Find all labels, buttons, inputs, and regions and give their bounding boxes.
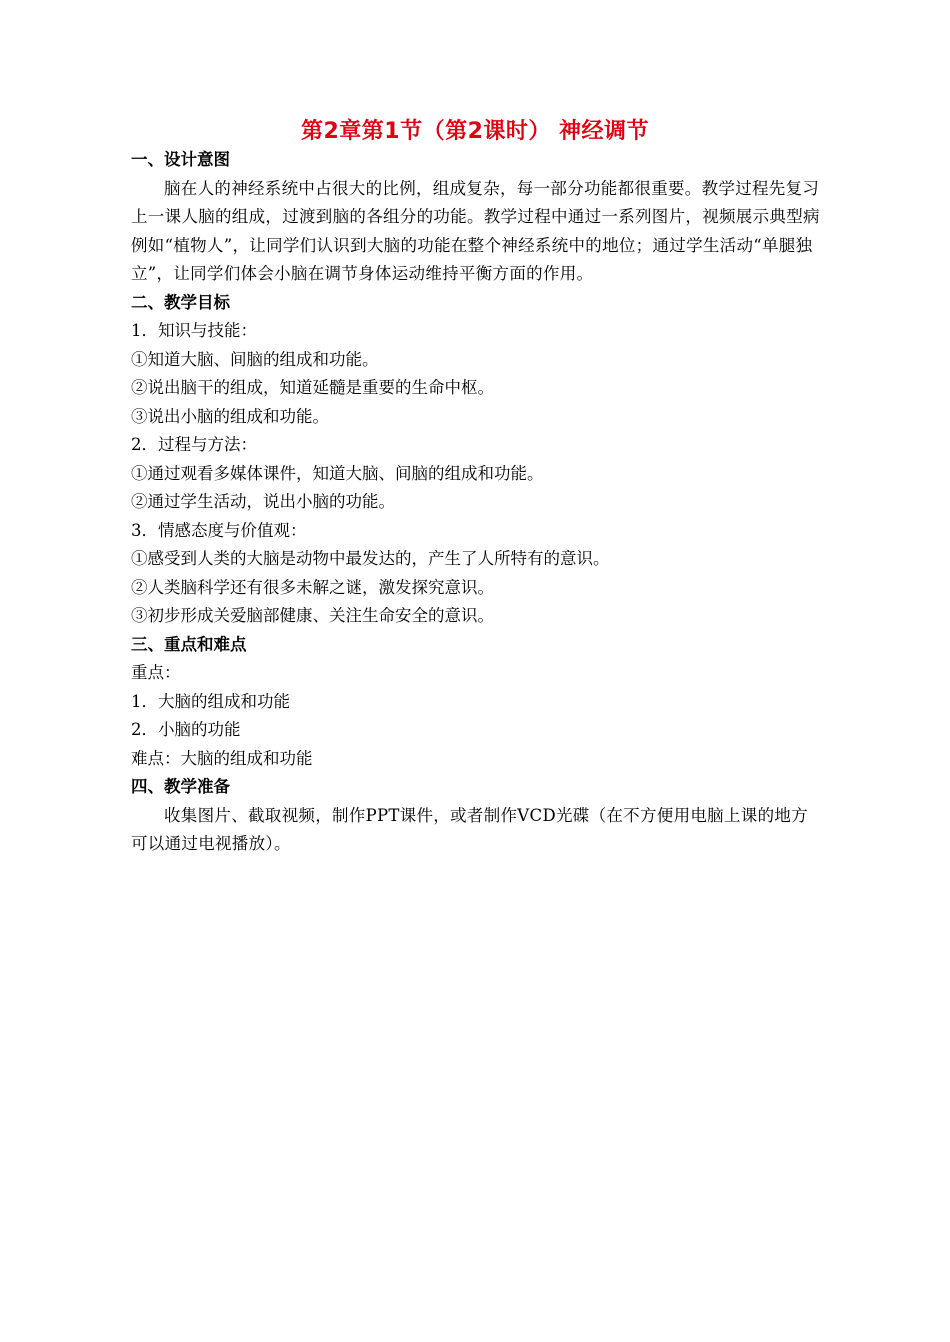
objective-line: ③说出小脑的组成和功能。 [131,406,329,426]
objective-line: 2．过程与方法： [131,435,257,454]
document-body [131,146,821,859]
key-point-line: 难点：大脑的组成和功能 [131,748,313,768]
objective-line: ③初步形成关爱脑部健康、关注生命安全的意识。 [131,606,494,625]
key-point-line: 1．大脑的组成和功能 [131,691,290,711]
key-point-line: 2．小脑的功能 [131,720,241,739]
design-intent-paragraph: 脑在人的神经系统中占很大的比例，组成复杂，每一部分功能都很重要。教学过程先复习上一课人脑的组成，过渡到脑的各组分的功能。教学过程中通过一系列图片，视频展示典型病例如“植物人”，让同学们认识到大脑的功能在整个神经系统中的地位；通过学生活动“单腿独立”，让同学们体会小脑在调节身体运动维持平衡方面的作用。 [131,178,820,283]
objective-line: ①通过观看多媒体课件，知道大脑、间脑的组成和功能。 [131,463,544,483]
section-heading-key-points: 三、重点和难点 [131,634,247,654]
section-heading-preparation: 四、教学准备 [131,777,230,796]
key-point-line: 重点： [131,663,181,682]
section-heading-objectives: 二、教学目标 [131,292,230,312]
objective-line: 1．知识与技能： [131,321,257,340]
objective-line: ②说出脑干的组成，知道延髓是重要的生命中枢。 [131,378,494,397]
document-title: 第2章第1节（第2课时） 神经调节 [300,119,650,144]
section-heading-design-intent: 一、设计意图 [131,150,230,169]
preparation-paragraph: 收集图片、截取视频，制作PPT课件，或者制作VCD光碟（在不方便用电脑上课的地方可以通过电视播放）。 [131,805,808,853]
objective-line: ②通过学生活动，说出小脑的功能。 [131,492,395,511]
objective-line: 3．情感态度与价值观： [131,520,307,540]
objective-line: ①知道大脑、间脑的组成和功能。 [131,349,379,369]
objective-line: ①感受到人类的大脑是动物中最发达的，产生了人所特有的意识。 [131,549,610,568]
objective-line: ②人类脑科学还有很多未解之谜，激发探究意识。 [131,577,494,597]
